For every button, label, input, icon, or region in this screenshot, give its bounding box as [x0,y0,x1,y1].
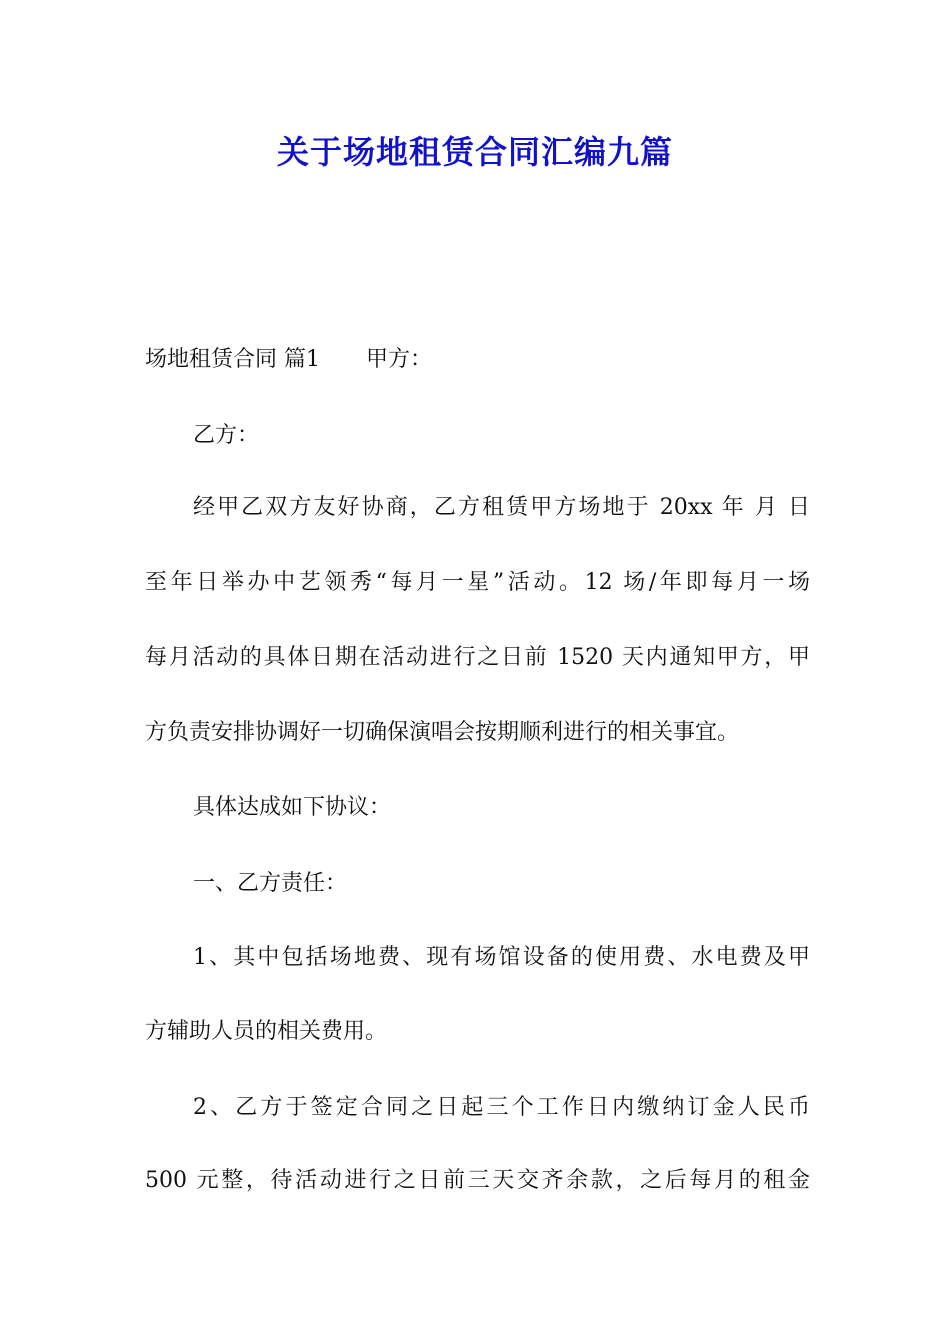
clause-heading: 一、乙方责任： [193,871,348,896]
section-label: 场地租赁合同 篇1 [145,347,320,372]
agreement-intro: 具体达成如下协议： [193,795,392,820]
clause-item-line: 500 元整，待活动进行之日前三天交齐余款，之后每月的租金 [145,1168,810,1193]
body-line: 至年日举办中艺领秀“每月一星”活动。12 场/年即每月一场 [145,570,810,595]
clause-item-line: 1、其中包括场地费、现有场馆设备的使用费、水电费及甲 [193,945,810,970]
body-line: 经甲乙双方友好协商，乙方租赁甲方场地于 20xx 年 月 日 [193,495,810,520]
clause-item-line: 2、乙方于签定合同之日起三个工作日内缴纳订金人民币 [193,1095,810,1120]
body-line: 方负责安排协调好一切确保演唱会按期顺利进行的相关事宜。 [145,720,740,745]
party-b-label: 乙方： [193,423,260,448]
section-heading-line [145,342,810,378]
body-line: 每月活动的具体日期在活动进行之日前 1520 天内通知甲方，甲 [145,645,810,670]
document-title: 关于场地租赁合同汇编九篇 [276,133,673,171]
clause-item-line: 方辅助人员的相关费用。 [145,1019,388,1044]
party-a-label: 甲方： [366,347,433,372]
